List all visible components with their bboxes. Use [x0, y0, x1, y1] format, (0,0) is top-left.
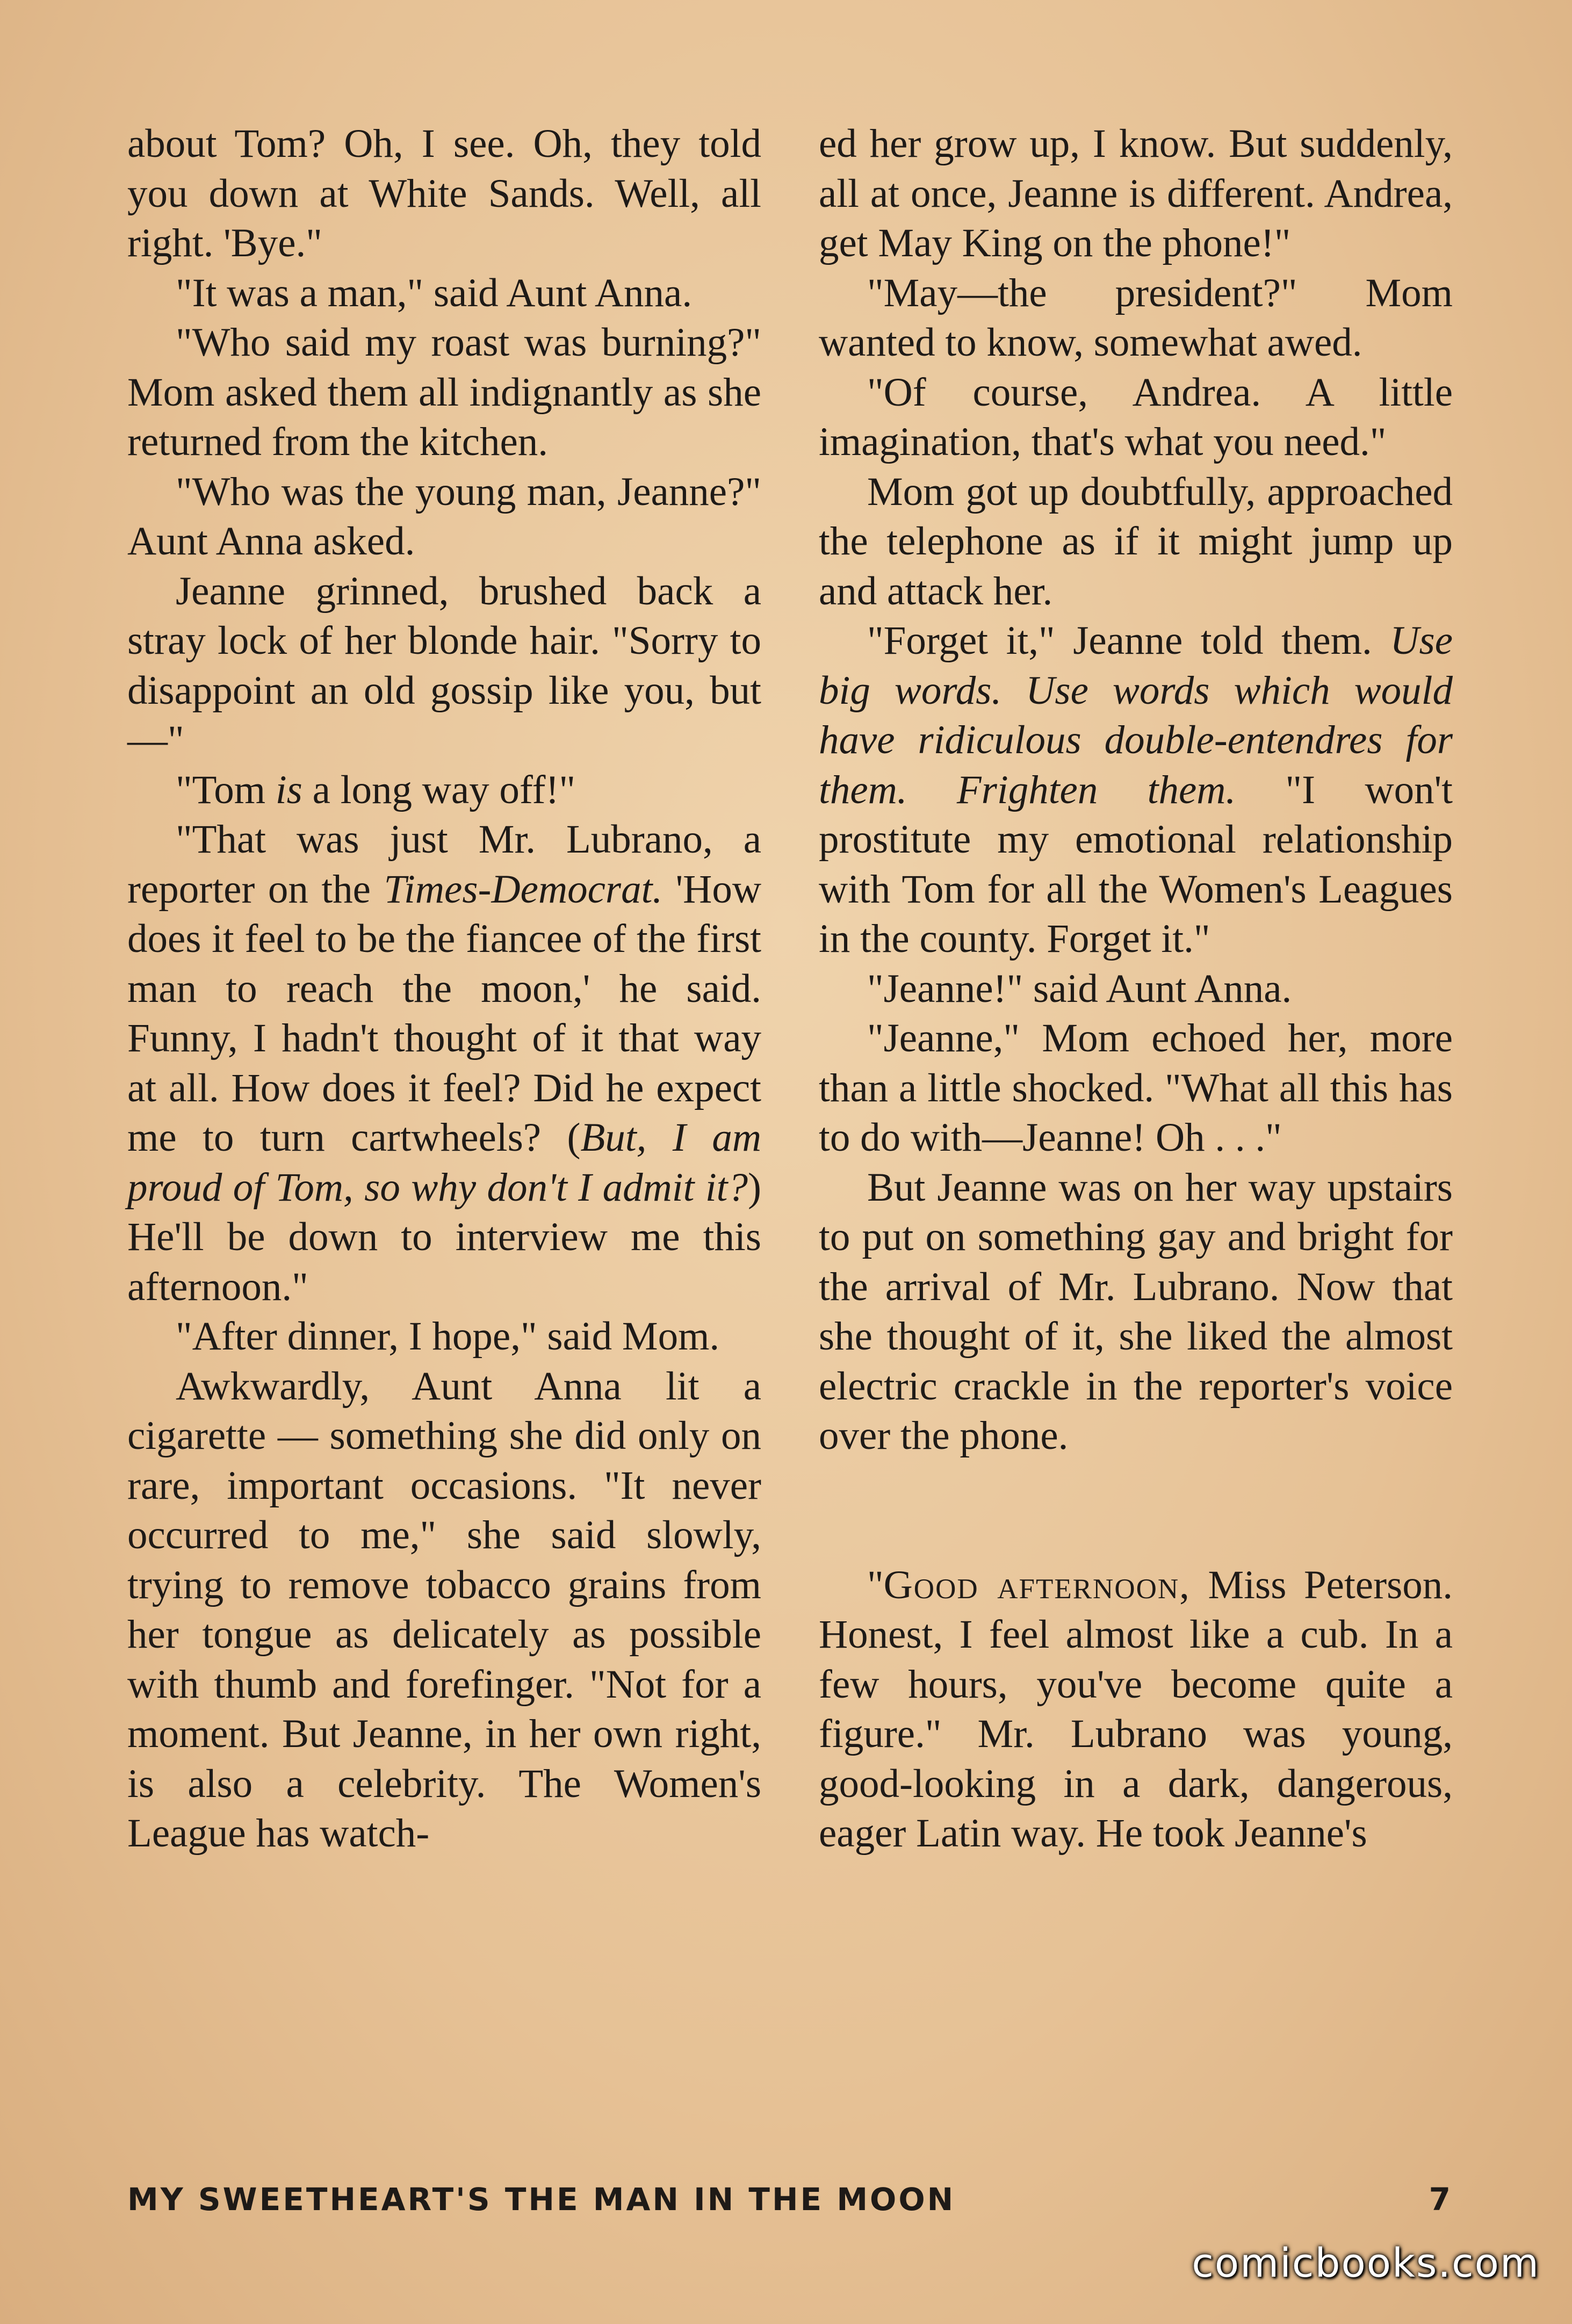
watermark-logo: comicbooks.com — [1192, 2240, 1540, 2286]
paragraph: "Good afternoon, Miss Peterson. Honest, I feel almost like a cub. In a few hours, you've become quite a figure." Mr. Lubrano was young, good-looking in a dark, dangerous, eager Latin way. He took Jeanne's — [819, 1562, 1453, 1856]
paragraph: Mom got up doubtfully, approached the telephone as if it might jump up and attack her. — [819, 469, 1453, 614]
page-footer — [127, 2181, 1453, 2229]
paragraph: "It was a man," said Aunt Anna. — [176, 270, 693, 315]
paragraph: Awkwardly, Aunt Anna lit a cigarette — something she did only on rare, important occasions. "It never occurred to me," she said slowly, trying to remove tobacco grains from her tongue as delicately as possible with thumb and forefinger. "Not for a moment. But Jeanne, in her own right, is also a celebrity. The Women's League has watch- — [127, 1363, 761, 1856]
page-number: 7 — [1429, 2181, 1453, 2218]
paragraph: ed her grow up, I know. But suddenly, all at once, Jeanne is different. Andrea, get May King on the phone!" — [819, 121, 1453, 265]
paragraph: "Forget it," Jeanne told them. Use big words. Use words which would have ridiculous double-entendres for them. Frighten them. "I won't prostitute my emotional relationship with Tom for all the Women's Leagues in the county. Forget it." — [819, 618, 1453, 961]
paragraph: "Jeanne!" said Aunt Anna. — [867, 966, 1292, 1011]
paragraph: "Of course, Andrea. A little imagination, that's what you need." — [819, 370, 1453, 464]
paragraph: "Who was the young man, Jeanne?" Aunt Anna asked. — [127, 469, 761, 564]
running-title: MY SWEETHEART'S THE MAN IN THE MOON — [127, 2181, 956, 2218]
paragraph: But Jeanne was on her way upstairs to put on something gay and bright for the arrival of Mr. Lubrano. Now that she thought of it, she liked the almost electric crackle in the reporter's voice over the phone. — [819, 1165, 1453, 1458]
paragraph: "Tom is a long way off!" — [176, 767, 576, 812]
paragraph: "Jeanne," Mom echoed her, more than a little shocked. "What all this has to do with—Jeanne! Oh . . ." — [819, 1016, 1453, 1160]
paragraph: "Who said my roast was burning?" Mom asked them all indignantly as she returned from the kitchen. — [127, 320, 761, 464]
paragraph: Jeanne grinned, brushed back a stray lock of her blonde hair. "Sorry to disappoint an old gossip like you, but—" — [127, 568, 761, 762]
paragraph: "After dinner, I hope," said Mom. — [176, 1314, 720, 1359]
paragraph: about Tom? Oh, I see. Oh, they told you down at White Sands. Well, all right. 'Bye." — [127, 121, 761, 265]
paragraph: "May—the president?" Mom wanted to know, somewhat awed. — [819, 270, 1453, 365]
text-column-right — [819, 119, 1453, 1859]
paragraph: "That was just Mr. Lubrano, a reporter on the Times-Democrat. 'How does it feel to be the fiancee of the first man to reach the moon,' he said. Funny, I hadn't thought of it that way at all. How does it feel? Did he expect me to turn cartwheels? (But, I am proud of Tom, so why don't I admit it?) He'll be down to interview me this afternoon." — [127, 817, 762, 1309]
text-column-left — [127, 119, 761, 1859]
